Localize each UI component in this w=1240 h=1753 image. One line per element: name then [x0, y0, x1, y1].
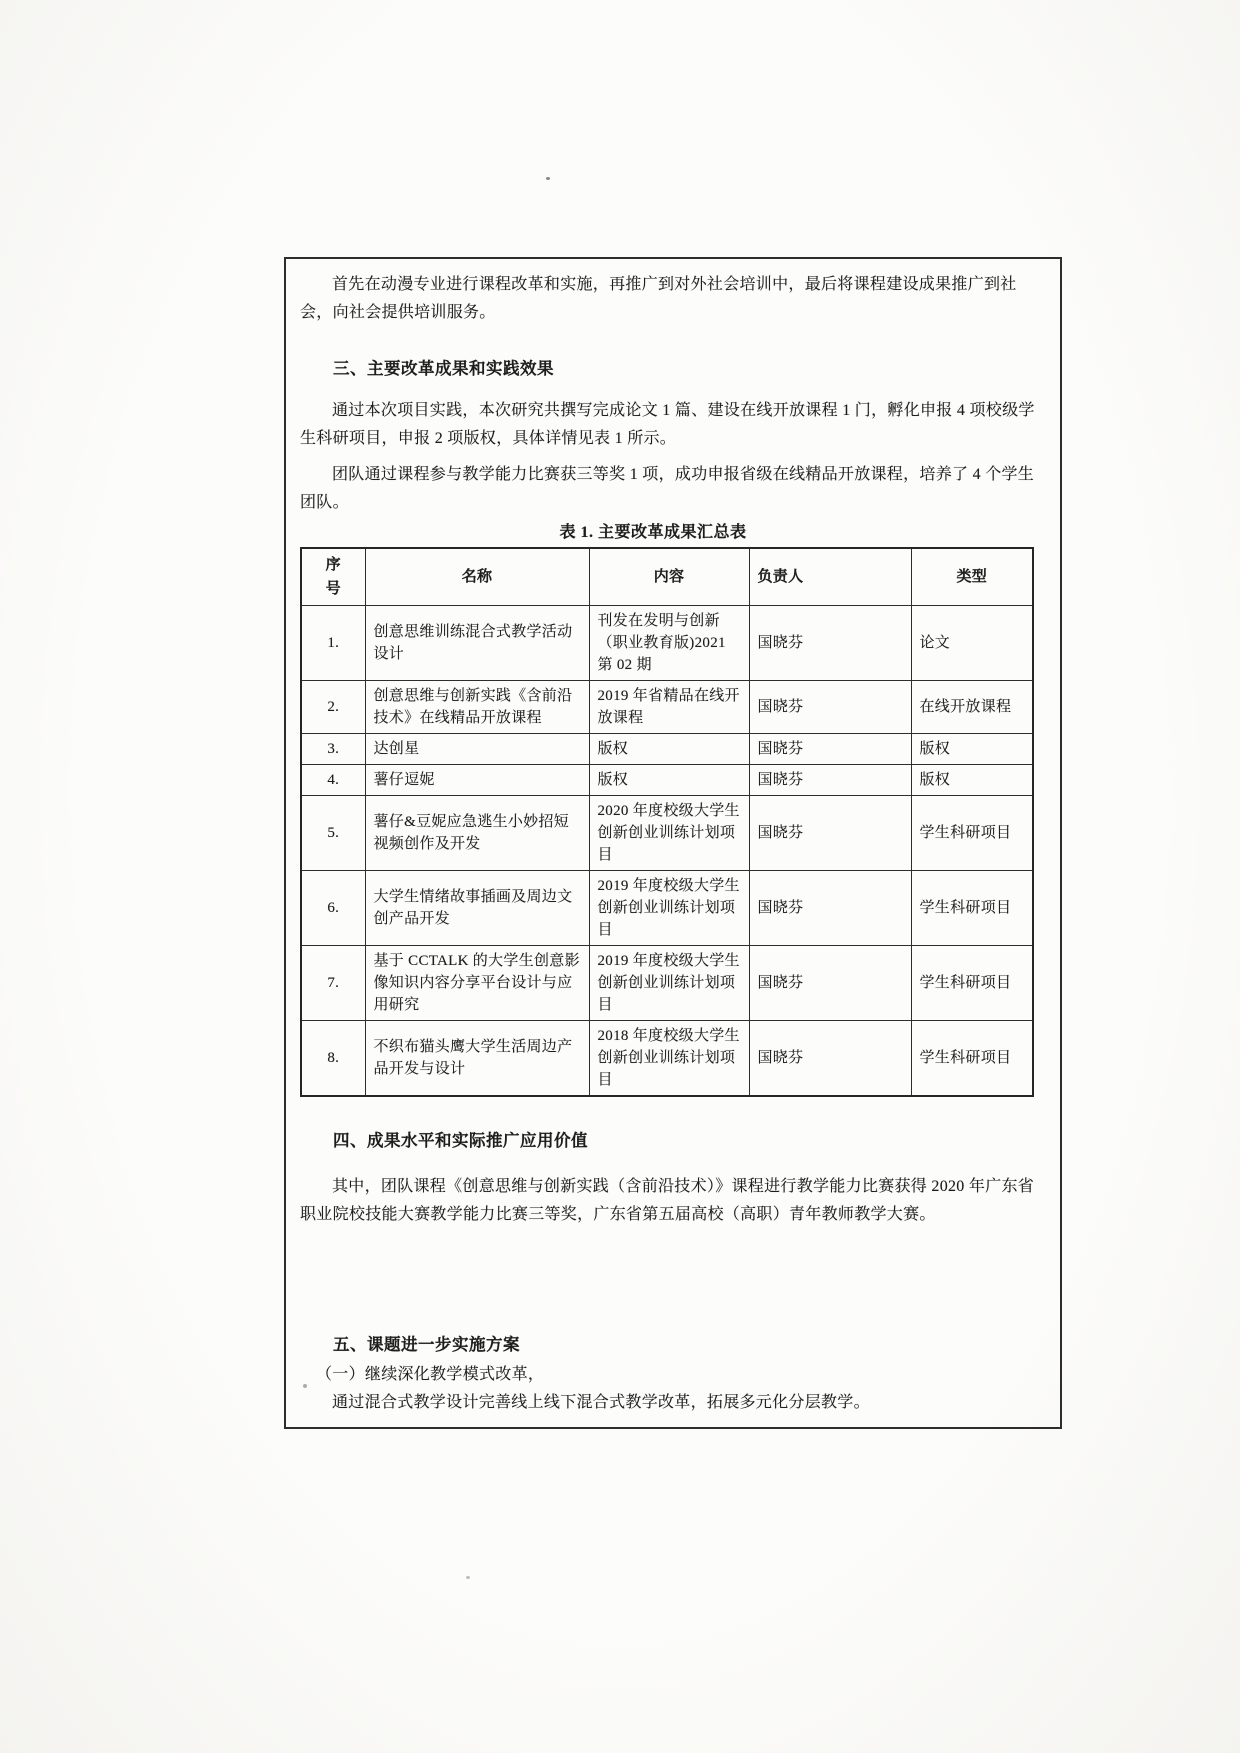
- header-cell-type: 类型: [911, 548, 1033, 606]
- table-row: [301, 1021, 1033, 1097]
- owner-cell: 国晓芬: [749, 871, 911, 946]
- row-number-cell: 6.: [301, 871, 365, 946]
- section5-heading: 五、课题进一步实施方案: [333, 1335, 520, 1354]
- type-cell: 在线开放课程: [911, 681, 1033, 734]
- section5-block: [300, 1331, 1046, 1419]
- name-cell: 创意思维与创新实践《含前沿技术》在线精品开放课程: [365, 681, 589, 734]
- content-cell: 2019 年省精品在线开放课程: [589, 681, 749, 734]
- content-cell: 刊发在发明与创新（职业教育版)2021 第 02 期: [589, 606, 749, 681]
- content-cell: 2019 年度校级大学生创新创业训练计划项目: [589, 946, 749, 1021]
- header-cell-no: 序号: [301, 548, 365, 606]
- section3-paragraph-1: 通过本次项目实践，本次研究共撰写完成论文 1 篇、建设在线开放课程 1 门，孵化申报 4 项校级学生科研项目，申报 2 项版权，具体详情见表 1 所示。: [300, 402, 1035, 447]
- type-cell: 版权: [911, 765, 1033, 796]
- document-border-frame: [284, 257, 1062, 1429]
- section5-item-1: （一）继续深化教学模式改革，: [316, 1366, 545, 1383]
- content-cell: 2020 年度校级大学生创新创业训练计划项目: [589, 796, 749, 871]
- row-number-cell: 5.: [301, 796, 365, 871]
- name-cell: 基于 CCTALK 的大学生创意影像知识内容分享平台设计与应用研究: [365, 946, 589, 1021]
- type-cell: 学生科研项目: [911, 1021, 1033, 1097]
- table-row: [301, 871, 1033, 946]
- row-number-cell: 3.: [301, 734, 365, 765]
- scan-speck: [466, 1576, 470, 1579]
- owner-cell: 国晓芬: [749, 946, 911, 1021]
- owner-cell: 国晓芬: [749, 796, 911, 871]
- table-row: [301, 796, 1033, 871]
- content-cell: 版权: [589, 734, 749, 765]
- table-row: [301, 765, 1033, 796]
- name-cell: 创意思维训练混合式教学活动设计: [365, 606, 589, 681]
- header-cell-name: 名称: [365, 548, 589, 606]
- section4-paragraph: 其中，团队课程《创意思维与创新实践（含前沿技术）》课程进行教学能力比赛获得 2020 年广东省职业院校技能大赛教学能力比赛三等奖，广东省第五届高校（高职）青年教师教学大赛。: [300, 1178, 1035, 1223]
- name-cell: 大学生情绪故事插画及周边文创产品开发: [365, 871, 589, 946]
- row-number-cell: 4.: [301, 765, 365, 796]
- type-cell: 学生科研项目: [911, 871, 1033, 946]
- section3-paragraph-2: 团队通过课程参与教学能力比赛获三等奖 1 项，成功申报省级在线精品开放课程，培养了 4 个学生团队。: [300, 466, 1035, 511]
- row-number-cell: 2.: [301, 681, 365, 734]
- section4-heading: 四、成果水平和实际推广应用价值: [333, 1131, 588, 1150]
- intro-paragraph: 首先在动漫专业进行课程改革和实施，再推广到对外社会培训中，最后将课程建设成果推广到社会，向社会提供培训服务。: [300, 276, 1017, 321]
- type-cell: 学生科研项目: [911, 796, 1033, 871]
- type-cell: 学生科研项目: [911, 946, 1033, 1021]
- table-row: [301, 606, 1033, 681]
- name-cell: 薯仔逗妮: [365, 765, 589, 796]
- results-table: [300, 547, 1034, 1097]
- row-number-cell: 8.: [301, 1021, 365, 1097]
- name-cell: 达创星: [365, 734, 589, 765]
- content-cell: 2019 年度校级大学生创新创业训练计划项目: [589, 871, 749, 946]
- name-cell: 不织布猫头鹰大学生活周边产品开发与设计: [365, 1021, 589, 1097]
- section3-heading: 三、主要改革成果和实践效果: [333, 359, 554, 378]
- table-header-row: [301, 548, 1033, 606]
- row-number-cell: 1.: [301, 606, 365, 681]
- name-cell: 薯仔&豆妮应急逃生小妙招短视频创作及开发: [365, 796, 589, 871]
- owner-cell: 国晓芬: [749, 765, 911, 796]
- scan-speck: [546, 177, 550, 180]
- owner-cell: 国晓芬: [749, 734, 911, 765]
- table-row: [301, 734, 1033, 765]
- table-caption: 表 1. 主要改革成果汇总表: [559, 524, 747, 541]
- header-cell-owner: 负责人: [749, 548, 911, 606]
- content-cell: 版权: [589, 765, 749, 796]
- type-cell: 版权: [911, 734, 1033, 765]
- type-cell: 论文: [911, 606, 1033, 681]
- owner-cell: 国晓芬: [749, 1021, 911, 1097]
- owner-cell: 国晓芬: [749, 606, 911, 681]
- header-cell-content: 内容: [589, 548, 749, 606]
- table-row: [301, 681, 1033, 734]
- row-number-cell: 7.: [301, 946, 365, 1021]
- table-row: [301, 946, 1033, 1021]
- section5-paragraph: 通过混合式教学设计完善线上线下混合式教学改革，拓展多元化分层教学。: [332, 1394, 870, 1411]
- content-cell: 2018 年度校级大学生创新创业训练计划项目: [589, 1021, 749, 1097]
- owner-cell: 国晓芬: [749, 681, 911, 734]
